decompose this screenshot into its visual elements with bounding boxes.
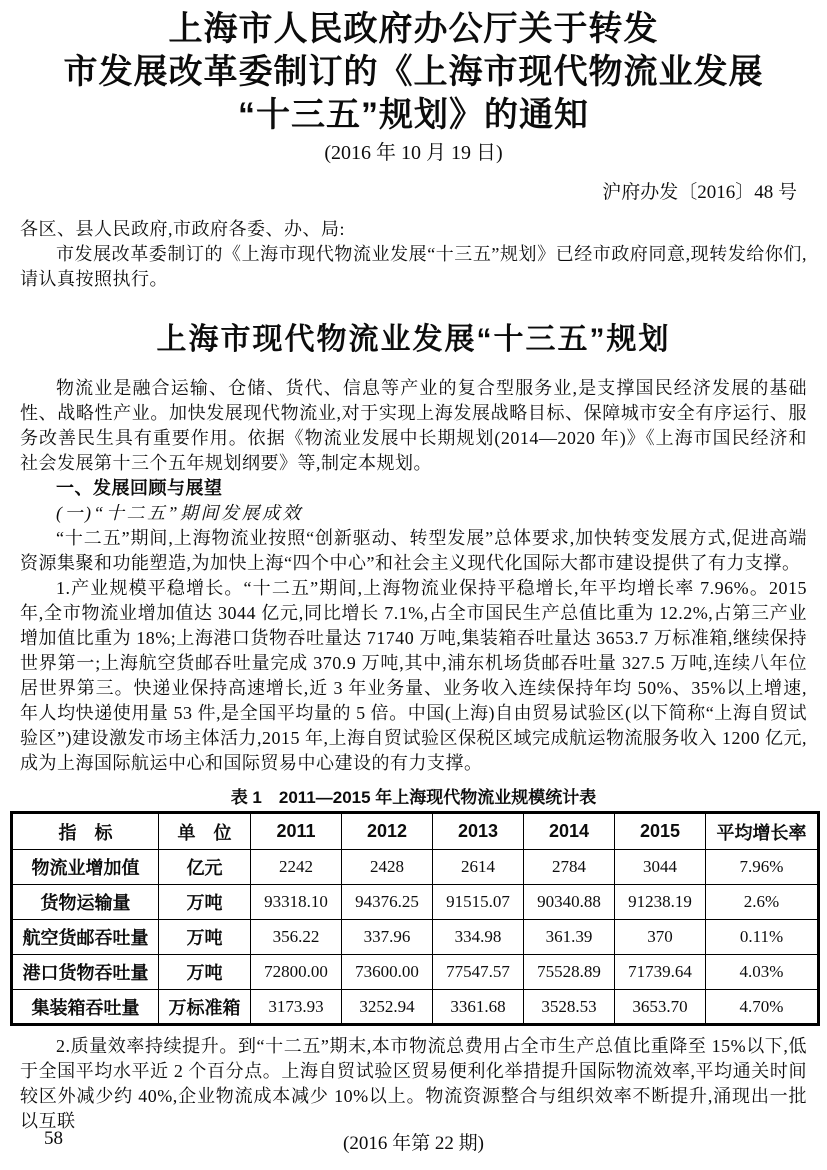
document-number: 沪府办发〔2016〕48 号 bbox=[602, 182, 797, 203]
table-header-2011: 2011 bbox=[251, 813, 342, 850]
intro-paragraph: 物流业是融合运输、仓储、货代、信息等产业的复合型服务业,是支撑国民经济发展的基础性、战略性产业。加快发展现代物流业,对于实现上海发展战略目标、保障城市安全有序运行、服务改善民生具有重要作用。依据《物流业发展中长期规划(2014—2020 年)》《上海市国民经济和社会发展第十三个五年规划纲要》等,制定本规划。 bbox=[20, 378, 807, 473]
table-caption: 表 1 2011—2015 年上海现代物流业规模统计表 bbox=[230, 788, 597, 807]
table-cell: 77547.57 bbox=[433, 955, 524, 990]
table-cell: 亿元 bbox=[159, 850, 251, 885]
table-cell: 航空货邮吞吐量 bbox=[12, 920, 159, 955]
table-cell: 73600.00 bbox=[342, 955, 433, 990]
table-cell: 万吨 bbox=[159, 885, 251, 920]
section-heading-1: 一、发展回顾与展望 bbox=[56, 478, 223, 498]
table-cell: 361.39 bbox=[524, 920, 615, 955]
table-cell: 334.98 bbox=[433, 920, 524, 955]
forward-paragraph: 市发展改革委制订的《上海市现代物流业发展“十三五”规划》已经市政府同意,现转发给你们,请认真按照执行。 bbox=[20, 244, 807, 289]
table-cell: 93318.10 bbox=[251, 885, 342, 920]
table-cell: 港口货物吞吐量 bbox=[12, 955, 159, 990]
table-cell: 万吨 bbox=[159, 920, 251, 955]
document-title-line-2: 市发展改革委制订的《上海市现代物流业发展 bbox=[63, 53, 764, 91]
table-cell: 2428 bbox=[342, 850, 433, 885]
table-row bbox=[12, 850, 819, 885]
page-footer bbox=[0, 1128, 827, 1154]
paragraph-industry-scale: 1.产业规模平稳增长。“十二五”期间,上海物流业保持平稳增长,年平均增长率 7.96%。2015 年,全市物流业增加值达 3044 亿元,同比增长 7.1%,占全市国民生产总值比重为 12.2%,占第三产业增加值比重为 18%;上海港口货物吞吐量达 71740 万吨,集装箱吞吐量达 3653.7 万标准箱,继续保持世界第一;上海航空货邮吞吐量完成 370.9 万吨,其中,浦东机场货邮吞吐量 327.5 万吨,连续八年位居世界第三。快递业保持高速增长,近 3 年业务量、业务收入连续保持年均 50%、35%以上增速,年人均快递使用量 53 件,是全国平均量的 5 倍。中国(上海)自由贸易试验区(以下简称“上海自贸试验区”)建设激发市场主体活力,2015 年,上海自贸试验区保税区域完成航运物流服务收入 1200 亿元,成为上海国际航运中心和国际贸易中心建设的有力支撑。 bbox=[20, 578, 807, 773]
document-title-line-1: 上海市人民政府办公厅关于转发 bbox=[168, 10, 659, 48]
table-cell: 94376.25 bbox=[342, 885, 433, 920]
table-cell: 356.22 bbox=[251, 920, 342, 955]
table-row bbox=[12, 955, 819, 990]
table-cell: 3653.70 bbox=[615, 990, 706, 1025]
plan-title: 上海市现代物流业发展“十三五”规划 bbox=[156, 323, 671, 356]
issue-number: (2016 年第 22 期) bbox=[343, 1133, 484, 1154]
table-cell: 3252.94 bbox=[342, 990, 433, 1025]
table-cell: 4.03% bbox=[706, 955, 819, 990]
table-cell: 4.70% bbox=[706, 990, 819, 1025]
table-cell: 90340.88 bbox=[524, 885, 615, 920]
table-cell: 3361.68 bbox=[433, 990, 524, 1025]
statistics-table bbox=[10, 811, 820, 1026]
table-cell: 3173.93 bbox=[251, 990, 342, 1025]
document-title bbox=[28, 8, 799, 137]
table-cell: 91238.19 bbox=[615, 885, 706, 920]
table-header-avg-growth: 平均增长率 bbox=[706, 813, 819, 850]
table-cell: 7.96% bbox=[706, 850, 819, 885]
table-row bbox=[12, 920, 819, 955]
table-cell: 2.6% bbox=[706, 885, 819, 920]
paragraph-quality-efficiency: 2.质量效率持续提升。到“十二五”期末,本市物流总费用占全市生产总值比重降至 15%以下,低于全国平均水平近 2 个百分点。上海自贸试验区贸易便利化举措提升国际物流效率,平均通关时间较区外减少约 40%,企业物流成本减少 10%以上。物流资源整合与组织效率不断提升,涌现出一批以互联 bbox=[20, 1036, 808, 1131]
table-cell: 集装箱吞吐量 bbox=[12, 990, 159, 1025]
table-cell: 3044 bbox=[615, 850, 706, 885]
table-cell: 万标准箱 bbox=[159, 990, 251, 1025]
table-cell: 370 bbox=[615, 920, 706, 955]
table-header-2014: 2014 bbox=[524, 813, 615, 850]
subsection-heading-1: (一)“十二五”期间发展成效 bbox=[56, 503, 304, 523]
table-cell: 71739.64 bbox=[615, 955, 706, 990]
document-title-line-3: “十三五”规划》的通知 bbox=[238, 96, 589, 134]
salutation-paragraph: 各区、县人民政府,市政府各委、办、局: bbox=[20, 219, 345, 239]
page-number: 58 bbox=[44, 1128, 63, 1149]
table-cell: 337.96 bbox=[342, 920, 433, 955]
table-cell: 3528.53 bbox=[524, 990, 615, 1025]
table-cell: 72800.00 bbox=[251, 955, 342, 990]
table-header-2015: 2015 bbox=[615, 813, 706, 850]
table-header-indicator: 指 标 bbox=[12, 813, 159, 850]
table-header-unit: 单 位 bbox=[159, 813, 251, 850]
table-cell: 0.11% bbox=[706, 920, 819, 955]
table-cell: 货物运输量 bbox=[12, 885, 159, 920]
table-cell: 2614 bbox=[433, 850, 524, 885]
document-date: (2016 年 10 月 19 日) bbox=[324, 142, 503, 164]
table-header-row bbox=[12, 813, 819, 850]
table-row bbox=[12, 885, 819, 920]
table-cell: 2784 bbox=[524, 850, 615, 885]
paragraph-12th-fyp: “十二五”期间,上海物流业按照“创新驱动、转型发展”总体要求,加快转变发展方式,促进高端资源集聚和功能塑造,为加快上海“四个中心”和社会主义现代化国际大都市建设提供了有力支撑。 bbox=[20, 528, 807, 573]
table-header-2012: 2012 bbox=[342, 813, 433, 850]
table-row bbox=[12, 990, 819, 1025]
table-cell: 2242 bbox=[251, 850, 342, 885]
table-cell: 万吨 bbox=[159, 955, 251, 990]
table-header-2013: 2013 bbox=[433, 813, 524, 850]
table-cell: 物流业增加值 bbox=[12, 850, 159, 885]
table-cell: 91515.07 bbox=[433, 885, 524, 920]
table-cell: 75528.89 bbox=[524, 955, 615, 990]
